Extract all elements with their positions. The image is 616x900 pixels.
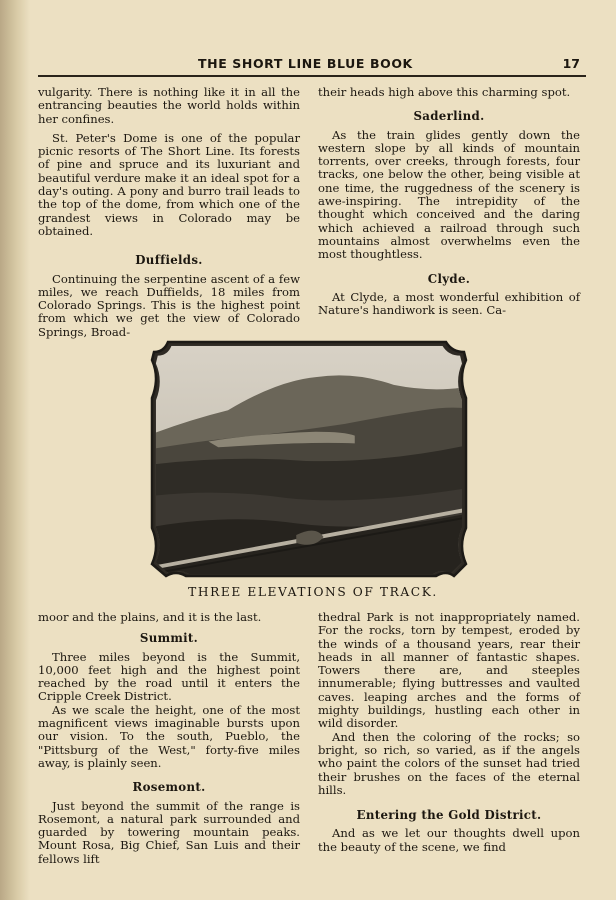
header-rule	[38, 75, 586, 77]
left-column-top	[38, 86, 300, 339]
photo-frame-illustration	[146, 338, 471, 580]
paragraph: their heads high above this charming spot.	[318, 85, 571, 99]
paragraph: Just beyond the summit of the range is Rosemont, a natural park surrounded and guarded by towering mountain peaks. Mount Rosa, Big Chief, San Luis and their fellows lift	[38, 798, 300, 866]
book-page	[38, 0, 588, 900]
paragraph: thedral Park is not inappropriately named. For the rocks, torn by tempest, eroded by the winds of a thousand years, rear their heads in all manner of fantastic shapes. Towers there are, and steeples innumerable; flying buttresses and vaulted caves. leaping arches and the forms of mighty buildings, hustling each other in wild disorder.	[318, 610, 580, 731]
paragraph: Three miles beyond is the Summit, 10,000 feet high and the highest point reached by the road until it enters the Cripple Creek District.	[38, 649, 300, 704]
section-heading-rosemont: Rosemont.	[132, 780, 206, 795]
section-heading-saderlind: Saderlind.	[413, 109, 485, 124]
page-number: 17	[562, 56, 580, 71]
paragraph: St. Peter's Dome is one of the popular picnic resorts of The Short Line. Its forests of pine and spruce and its luxuriant and beautiful verdure make it an ideal spot for a day's outing. A pony and burro trail leads to the top of the dome, from which one of the grandest views in Colorado may be obtained.	[38, 130, 300, 238]
paragraph: And then the coloring of the rocks; so bright, so rich, so varied, as if the angels who paint the colors of the sunset had tried their brushes on the faces of the eternal hills.	[318, 729, 580, 797]
right-column-top	[318, 86, 580, 317]
track-photograph	[146, 338, 471, 580]
figure-caption: THREE ELEVATIONS OF TRACK.	[188, 585, 438, 599]
right-column-bottom	[318, 611, 580, 854]
paragraph: As we scale the height, one of the most magnificent views imaginable bursts upon our vision. To the south, Pueblo, the "Pittsburg of the West," forty-five miles away, is plainly seen.	[38, 702, 300, 770]
paragraph: Continuing the serpentine ascent of a few miles, we reach Duffields, 18 miles from Colorado Springs. This is the highest point from which we get the view of Colorado Springs, Broad-	[38, 271, 300, 339]
left-column-bottom	[38, 611, 300, 866]
book-spine-shadow	[0, 0, 30, 900]
paragraph: moor and the plains, and it is the last.	[38, 610, 262, 624]
paragraph: As the train glides gently down the western slope by all kinds of mountain torrents, over creeks, through forests, four tracks, one below the other, being visible at one time, the ruggedness of the scenery is awe-inspiring. The intrepidity of the thought which conceived and the daring which achieved a railroad through such mountains almost overwhelms even the most thoughtless.	[318, 127, 580, 262]
section-heading-summit: Summit.	[139, 631, 199, 646]
paragraph: And as we let our thoughts dwell upon the beauty of the scene, we find	[318, 826, 580, 854]
running-title: THE SHORT LINE BLUE BOOK	[198, 56, 413, 71]
section-heading-clyde: Clyde.	[427, 271, 471, 286]
section-heading-gold-district: Entering the Gold District.	[356, 808, 542, 823]
paragraph: vulgarity. There is nothing like it in all the entrancing beauties the world holds within her confines.	[38, 85, 300, 126]
paragraph: At Clyde, a most wonderful exhibition of Nature's handiwork is seen. Ca-	[318, 289, 580, 318]
section-heading-duffields: Duffields.	[135, 253, 203, 268]
running-header	[38, 56, 588, 76]
